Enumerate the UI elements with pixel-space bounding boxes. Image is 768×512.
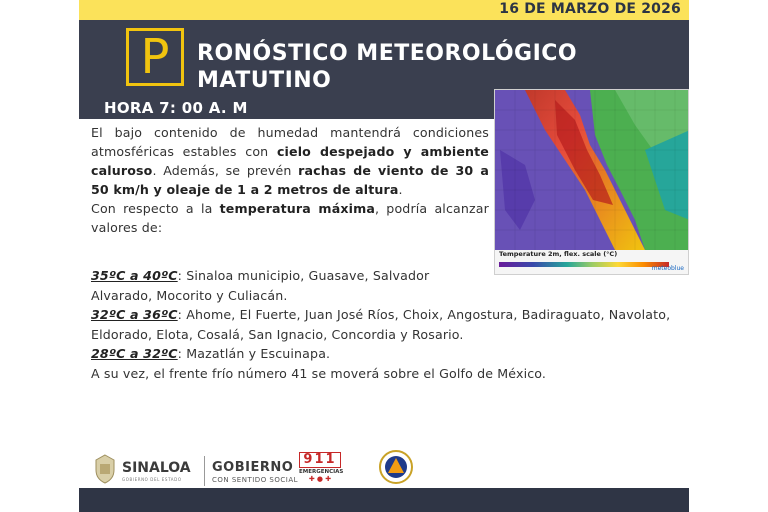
- bold-span: temperatura máxima: [219, 201, 376, 216]
- title-line-2: MATUTINO: [197, 68, 332, 93]
- range-item: [91, 266, 491, 305]
- map-caption: Temperature 2m, flex. scale (°C): [499, 250, 618, 258]
- p-logo: P: [126, 28, 184, 86]
- time-label: HORA 7: 00 A. M: [104, 99, 248, 117]
- range-places: : Sinaloa municipio, Guasave, Salvador Alvarado, Mocorito y Culiacán.: [91, 268, 430, 303]
- text-span: , podría alcanzar valores de:: [91, 201, 489, 235]
- emergency-icons: ✚ ● ✚: [308, 475, 332, 483]
- temperature-map-graphic: [495, 90, 689, 275]
- forecast-paragraph: [91, 123, 489, 237]
- title-line-1: RONÓSTICO METEOROLÓGICO: [197, 41, 578, 66]
- emergency-label: EMERGENCIAS: [299, 469, 344, 475]
- date-bar: [79, 0, 689, 20]
- map-brand: meteoblue: [651, 265, 684, 272]
- temperature-map-image: [494, 89, 689, 275]
- range-label: 35ºC a 40ºC: [91, 268, 178, 283]
- civil-protection-icon: [381, 452, 411, 482]
- range-places: : Ahome, El Fuerte, Juan José Ríos, Choix, Angostura, Badiraguato, Navolato, Eldorado, Elota, Cosalá, San Ignacio, Concordia y Rosario.: [91, 307, 671, 342]
- forecast-card: [79, 0, 689, 512]
- gobierno-logo-subtext: CON SENTIDO SOCIAL: [212, 476, 299, 484]
- bold-span: rachas de viento de 30 a 50 km/h y oleaje de 1 a 2 metros de altura: [91, 163, 489, 197]
- text-span: Con respecto a la: [91, 201, 220, 216]
- range-item: [91, 344, 686, 364]
- gobierno-logo-text: GOBIERNO: [212, 460, 294, 475]
- range-label: 32ºC a 36ºC: [91, 307, 178, 322]
- page-title: [197, 40, 667, 94]
- logo-divider: [204, 456, 205, 486]
- sinaloa-logo-subtext: GOBIERNO DEL ESTADO: [122, 477, 182, 482]
- bold-span: cielo despejado y ambiente caluroso: [91, 144, 489, 178]
- date-text: 16 DE MARZO DE 2026: [499, 1, 681, 17]
- closing-text: A su vez, el frente frío número 41 se moverá sobre el Golfo de México.: [91, 365, 547, 381]
- civil-protection-logo: [379, 450, 413, 484]
- sinaloa-logo-text: SINALOA: [122, 460, 191, 476]
- range-item: [91, 305, 686, 344]
- footer-logos: [94, 448, 424, 486]
- temperature-ranges: [91, 266, 686, 383]
- emergency-911-logo: [299, 452, 344, 484]
- text-span: .: [398, 182, 403, 197]
- emergency-number: 911: [299, 452, 341, 468]
- range-label: 28ºC a 32ºC: [91, 346, 178, 361]
- text-span: . Además, se prevén: [152, 163, 299, 178]
- bottom-bar: [79, 488, 689, 512]
- text-span: El bajo contenido de humedad mantendrá condiciones atmosféricas estables con: [91, 125, 489, 159]
- range-places: : Mazatlán y Escuinapa.: [177, 346, 331, 361]
- state-seal-icon: [94, 454, 116, 484]
